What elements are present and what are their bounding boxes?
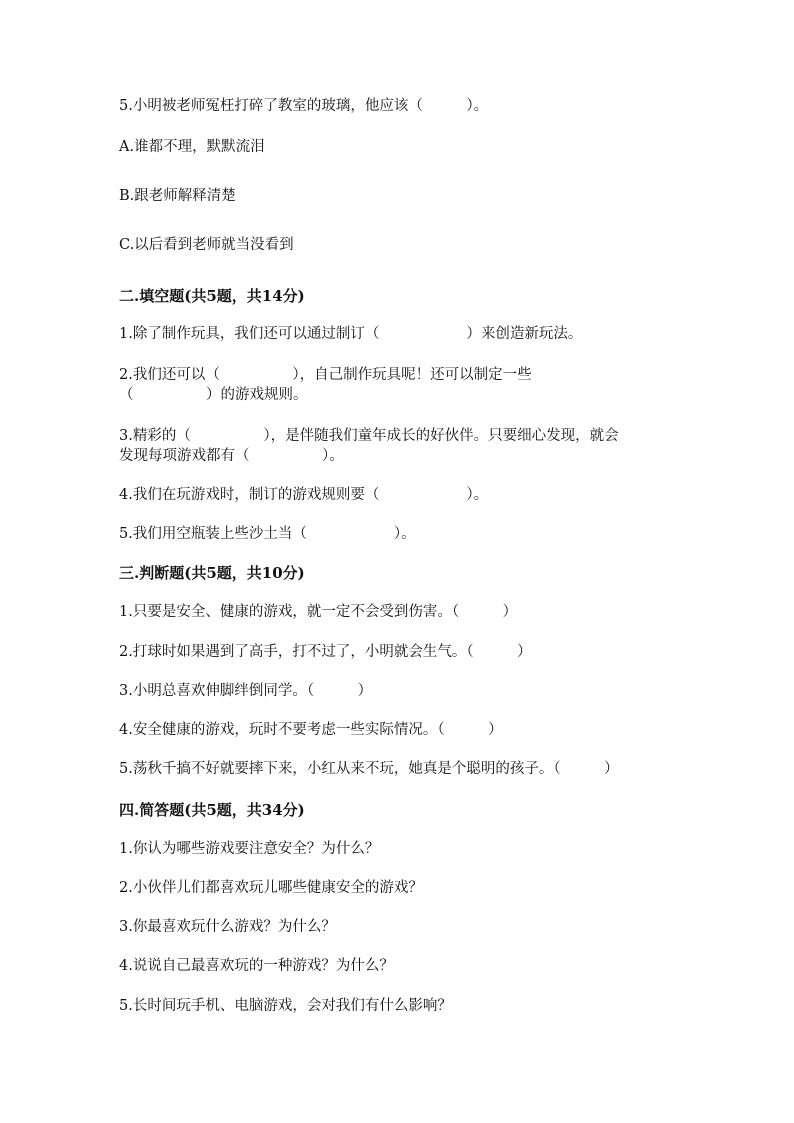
true-false-item-4: 4.安全健康的游戏，玩时不要考虑一些实际情况。（ ） [119, 722, 503, 738]
short-answer-item-2: 2.小伙伴儿们都喜欢玩儿哪些健康安全的游戏？ [119, 880, 423, 896]
fill-blank-item-2-cont: （ ）的游戏规则。 [119, 387, 308, 403]
fill-blank-item-5: 5.我们用空瓶装上些沙土当（ ）。 [119, 526, 416, 542]
section-heading-short-answer: 四.简答题(共5题，共34分) [119, 801, 305, 819]
fill-blank-item-1: 1.除了制作玩具，我们还可以通过制订（ ）来创造新玩法。 [119, 326, 583, 342]
true-false-item-3: 3.小明总喜欢伸脚绊倒同学。（ ） [119, 683, 373, 699]
option-c: C.以后看到老师就当没看到 [119, 237, 294, 253]
question-top-5: 5.小明被老师冤枉打碎了教室的玻璃，他应该（ ）。 [119, 98, 489, 114]
short-answer-item-3: 3.你最喜欢玩什么游戏？为什么？ [119, 919, 336, 935]
fill-blank-item-4: 4.我们在玩游戏时，制订的游戏规则要（ ）。 [119, 487, 489, 503]
short-answer-item-1: 1.你认为哪些游戏要注意安全？为什么？ [119, 841, 380, 857]
option-a: A.谁都不理，默默流泪 [119, 139, 265, 155]
section-heading-true-false: 三.判断题(共5题，共10分) [119, 564, 305, 582]
short-answer-item-4: 4.说说自己最喜欢玩的一种游戏？为什么？ [119, 958, 394, 974]
fill-blank-item-3: 3.精彩的（ ），是伴随我们童年成长的好伙伴。只要细心发现，就会 [119, 428, 619, 444]
fill-blank-item-3-cont: 发现每项游戏都有（ ）。 [119, 448, 344, 464]
fill-blank-item-2: 2.我们还可以（ ），自己制作玩具呢！还可以制定一些 [119, 367, 532, 383]
true-false-item-2: 2.打球时如果遇到了高手，打不过了，小明就会生气。（ ） [119, 644, 532, 660]
true-false-item-5: 5.荡秋千搞不好就要摔下来，小红从来不玩，她真是个聪明的孩子。（ ） [119, 761, 619, 777]
short-answer-item-5: 5.长时间玩手机、电脑游戏，会对我们有什么影响？ [119, 998, 452, 1014]
option-b: B.跟老师解释清楚 [119, 188, 236, 204]
true-false-item-1: 1.只要是安全、健康的游戏，就一定不会受到伤害。（ ） [119, 604, 518, 620]
section-heading-fill-blank: 二.填空题(共5题，共14分) [119, 287, 305, 305]
